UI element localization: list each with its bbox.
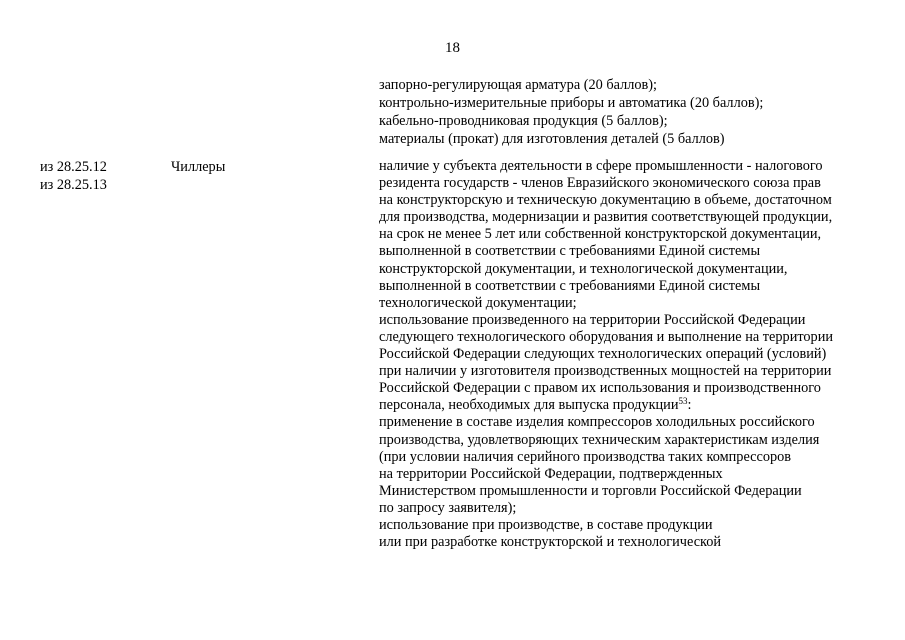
requirement-line: для производства, модернизации и развития соответствующей продукции, bbox=[379, 209, 833, 226]
requirement-line: резидента государств - членов Евразийского экономического союза прав bbox=[379, 175, 821, 192]
product-name: Чиллеры bbox=[171, 159, 226, 175]
requirement-line-with-footnote bbox=[379, 397, 879, 414]
okpd-code: из 28.25.13 bbox=[40, 177, 107, 193]
requirement-line: по запросу заявителя); bbox=[379, 499, 517, 516]
requirement-line: производства, удовлетворяющих техническим характеристикам изделия bbox=[379, 431, 820, 448]
product-name-cell bbox=[171, 158, 225, 176]
footnote-reference[interactable]: 53 bbox=[678, 396, 688, 407]
requirement-line: выполненной в соответствии с требованиями Единой системы bbox=[379, 277, 761, 294]
continuation-block bbox=[379, 76, 879, 148]
requirement-line: использование при производстве, в составе продукции bbox=[379, 516, 713, 533]
requirement-line: технологической документации; bbox=[379, 294, 577, 311]
continuation-line: запорно-регулирующая арматура (20 баллов); bbox=[379, 77, 658, 93]
requirement-line: Министерством промышленности и торговли Российской Федерации bbox=[379, 482, 802, 499]
requirement-line: или при разработке конструкторской и технологической bbox=[379, 534, 722, 551]
continuation-line: материалы (прокат) для изготовления деталей (5 баллов) bbox=[379, 131, 725, 147]
requirements-cell bbox=[379, 158, 879, 551]
page-number: 18 bbox=[445, 40, 460, 56]
requirement-line: наличие у субъекта деятельности в сфере промышленности - налогового bbox=[379, 158, 823, 174]
requirement-line: применение в составе изделия компрессоров холодильных российского bbox=[379, 414, 815, 431]
requirement-line: на срок не менее 5 лет или собственной конструкторской документации, bbox=[379, 226, 822, 243]
requirement-line: Российской Федерации следующих технологических операций (условий) bbox=[379, 346, 827, 363]
continuation-line: кабельно-проводниковая продукция (5 баллов); bbox=[379, 113, 668, 129]
requirement-line: конструкторской документации, и технологической документации, bbox=[379, 260, 788, 277]
requirement-line: следующего технологического оборудования и выполнение на территории bbox=[379, 328, 834, 345]
continuation-line: контрольно-измерительные приборы и автоматика (20 баллов); bbox=[379, 95, 764, 111]
requirement-text: персонала, необходимых для выпуска продукции bbox=[379, 397, 679, 414]
requirement-line: Российской Федерации с правом их использования и производственного bbox=[379, 380, 821, 397]
okpd-code: из 28.25.12 bbox=[40, 159, 107, 175]
requirement-text-suffix: : bbox=[687, 397, 692, 414]
requirement-line: на территории Российской Федерации, подтвержденных bbox=[379, 465, 723, 482]
requirement-line: на конструкторскую и техническую документацию в объеме, достаточном bbox=[379, 192, 832, 209]
requirement-line: (при условии наличия серийного производства таких компрессоров bbox=[379, 448, 792, 465]
requirement-line: использование произведенного на территории Российской Федерации bbox=[379, 311, 806, 328]
requirement-line: при наличии у изготовителя производственных мощностей на территории bbox=[379, 363, 832, 380]
okpd-codes-cell bbox=[40, 158, 107, 194]
requirement-line: выполненной в соответствии с требованиями Единой системы bbox=[379, 243, 761, 260]
